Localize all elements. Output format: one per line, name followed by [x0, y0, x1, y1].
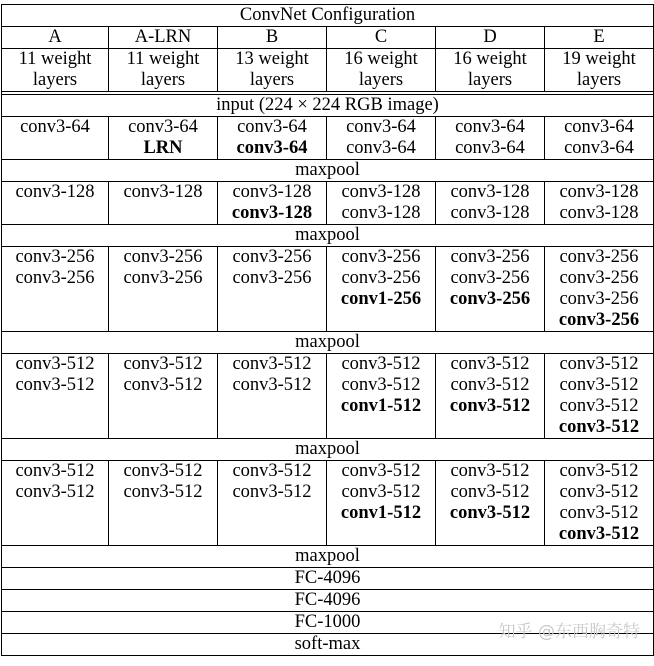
layer-label: conv3-128: [450, 182, 530, 202]
layer-block-cell: [109, 461, 218, 546]
layer-label: conv3-256: [450, 247, 530, 267]
maxpool-row-cell: maxpool: [2, 332, 654, 354]
layer-block-cell: [545, 247, 654, 332]
layer-label: conv3-128: [559, 203, 639, 223]
layer-block-cell: [109, 247, 218, 332]
table-title: [2, 5, 654, 27]
layer-block-row: [2, 117, 654, 160]
layer-block-cell: [436, 354, 545, 439]
layer-block-cell: [327, 117, 436, 160]
config-desc-line: layers: [467, 70, 513, 90]
layer-label: conv3-512: [232, 461, 312, 481]
tail-layer-row: [2, 568, 654, 590]
input-label-cell: input (224 × 224 RGB image): [2, 95, 654, 117]
layer-block-cell: [327, 247, 436, 332]
layer-block-cell: [436, 461, 545, 546]
layer-block-cell: [327, 461, 436, 546]
layer-label: conv3-512: [450, 482, 530, 502]
maxpool-row: [2, 439, 654, 461]
layer-label: conv3-256: [450, 268, 530, 288]
layer-block-cell: [218, 354, 327, 439]
layer-label: conv3-64: [128, 117, 198, 137]
layer-block-row: [2, 247, 654, 332]
layer-label: conv3-256: [449, 289, 531, 309]
layer-block-cell: [2, 354, 109, 439]
layer-label: conv3-128: [123, 182, 203, 202]
layer-label: conv1-256: [340, 289, 422, 309]
maxpool-row: [2, 160, 654, 182]
layer-label: conv3-256: [123, 268, 203, 288]
layer-block-row: [2, 461, 654, 546]
config-desc-line: 16 weight: [453, 49, 527, 69]
layer-label: conv3-512: [559, 396, 639, 416]
maxpool-row-cell: maxpool: [2, 439, 654, 461]
config-letter: B: [218, 27, 327, 49]
layer-label: conv3-256: [341, 268, 421, 288]
layer-label: conv3-512: [450, 354, 530, 374]
config-desc-line: 11 weight: [18, 49, 92, 69]
layer-block-cell: [436, 247, 545, 332]
layer-label: conv3-512: [449, 396, 531, 416]
layer-label: conv3-512: [341, 375, 421, 395]
convnet-config-table: [1, 4, 654, 656]
layer-label: conv3-128: [341, 182, 421, 202]
layer-label: conv3-256: [232, 268, 312, 288]
layer-label: conv3-512: [232, 482, 312, 502]
config-desc-line: 11 weight: [126, 49, 200, 69]
config-desc-row: [2, 49, 654, 92]
config-letter: D: [436, 27, 545, 49]
layer-label: conv3-128: [559, 182, 639, 202]
layer-label: conv3-256: [559, 247, 639, 267]
layer-label: conv3-512: [450, 461, 530, 481]
config-desc: [109, 49, 218, 92]
layer-label: conv3-512: [449, 503, 531, 523]
layer-label: conv3-512: [15, 375, 95, 395]
layer-label: conv3-128: [15, 182, 95, 202]
maxpool-row: [2, 225, 654, 247]
maxpool-row: [2, 332, 654, 354]
layer-label: conv3-512: [15, 354, 95, 374]
config-desc-line: layers: [249, 70, 295, 90]
layer-label: conv3-64: [564, 138, 634, 158]
layer-label: conv3-64: [346, 138, 416, 158]
layer-label: conv3-512: [341, 354, 421, 374]
config-letter: E: [545, 27, 654, 49]
layer-label: conv3-512: [15, 482, 95, 502]
config-desc-line: layers: [576, 70, 622, 90]
input-label: [2, 95, 654, 117]
watermark: 知乎 @东西胸奇特: [498, 622, 640, 642]
config-desc-line: 13 weight: [235, 49, 309, 69]
layer-label: conv3-256: [123, 247, 203, 267]
tail-layer-row: [2, 590, 654, 612]
layer-block-cell: [109, 354, 218, 439]
config-letter: C: [327, 27, 436, 49]
layer-label: conv3-256: [232, 247, 312, 267]
layer-block-cell: [109, 117, 218, 160]
layer-label: conv3-64: [455, 138, 525, 158]
layer-label: LRN: [143, 138, 183, 158]
layer-block-cell: [545, 461, 654, 546]
tail-layer-row-cell: FC-4096: [2, 590, 654, 612]
layer-label: conv3-256: [15, 268, 95, 288]
config-desc-line: 16 weight: [344, 49, 418, 69]
config-desc-line: layers: [32, 70, 78, 90]
config-desc: [2, 49, 109, 92]
layer-label: conv3-512: [123, 461, 203, 481]
layer-block-cell: [545, 117, 654, 160]
table-title-cell: ConvNet Configuration: [2, 5, 654, 27]
tail-layer-row-cell: FC-4096: [2, 568, 654, 590]
layer-label: conv3-512: [232, 354, 312, 374]
layer-label: conv3-64: [237, 117, 307, 137]
config-letter: A: [2, 27, 109, 49]
layer-block-cell: [2, 461, 109, 546]
layer-label: conv3-128: [232, 182, 312, 202]
layer-block-cell: [2, 247, 109, 332]
layer-label: conv3-512: [559, 354, 639, 374]
layer-block-cell: [218, 247, 327, 332]
layer-label: conv3-512: [232, 375, 312, 395]
layer-block-cell: [436, 117, 545, 160]
layer-label: conv3-512: [123, 375, 203, 395]
layer-label: conv3-256: [15, 247, 95, 267]
config-desc: [545, 49, 654, 92]
layer-block-cell: [327, 354, 436, 439]
config-desc: [327, 49, 436, 92]
layer-label: conv3-512: [559, 503, 639, 523]
layer-label: conv3-512: [559, 375, 639, 395]
layer-label: conv3-512: [450, 375, 530, 395]
config-desc: [218, 49, 327, 92]
layer-label: conv3-512: [558, 524, 640, 544]
layer-block-cell: [218, 461, 327, 546]
layer-label: conv3-64: [236, 138, 308, 158]
config-desc-line: 19 weight: [562, 49, 636, 69]
layer-label: conv3-128: [231, 203, 313, 223]
layer-label: conv3-64: [564, 117, 634, 137]
config-desc: [436, 49, 545, 92]
tail-layer-row-cell: FC-1000: [2, 612, 654, 634]
layer-label: conv3-64: [455, 117, 525, 137]
layer-label: conv3-256: [559, 289, 639, 309]
layer-label: conv1-512: [340, 503, 422, 523]
layer-block-cell: [545, 182, 654, 225]
layer-block-cell: [218, 182, 327, 225]
layer-label: conv3-256: [341, 247, 421, 267]
layer-label: conv3-64: [20, 117, 90, 137]
layer-label: conv3-512: [123, 354, 203, 374]
config-letter: A-LRN: [109, 27, 218, 49]
maxpool-row-cell: maxpool: [2, 546, 654, 568]
maxpool-row-cell: maxpool: [2, 225, 654, 247]
layer-label: conv1-512: [340, 396, 422, 416]
layer-block-cell: [2, 182, 109, 225]
layer-label: conv3-512: [123, 482, 203, 502]
layer-label: conv3-128: [450, 203, 530, 223]
layer-label: conv3-256: [559, 268, 639, 288]
layer-label: conv3-512: [559, 461, 639, 481]
layer-block-cell: [2, 117, 109, 160]
layer-block-cell: [109, 182, 218, 225]
tail-layer-row-cell: soft-max: [2, 634, 654, 656]
layer-label: conv3-512: [558, 417, 640, 437]
layer-label: conv3-512: [559, 482, 639, 502]
maxpool-row-cell: maxpool: [2, 160, 654, 182]
layer-block-cell: [545, 354, 654, 439]
layer-label: conv3-512: [341, 461, 421, 481]
layer-label: conv3-256: [558, 310, 640, 330]
layer-block-cell: [218, 117, 327, 160]
layer-label: conv3-64: [346, 117, 416, 137]
maxpool-row: [2, 546, 654, 568]
layer-block-cell: [327, 182, 436, 225]
config-desc-line: layers: [140, 70, 186, 90]
layer-label: conv3-512: [15, 461, 95, 481]
layer-block-cell: [436, 182, 545, 225]
layer-block-row: [2, 182, 654, 225]
layer-label: conv3-128: [341, 203, 421, 223]
config-desc-line: layers: [358, 70, 404, 90]
layer-block-row: [2, 354, 654, 439]
config-letter-row: [2, 27, 654, 49]
layer-label: conv3-512: [341, 482, 421, 502]
